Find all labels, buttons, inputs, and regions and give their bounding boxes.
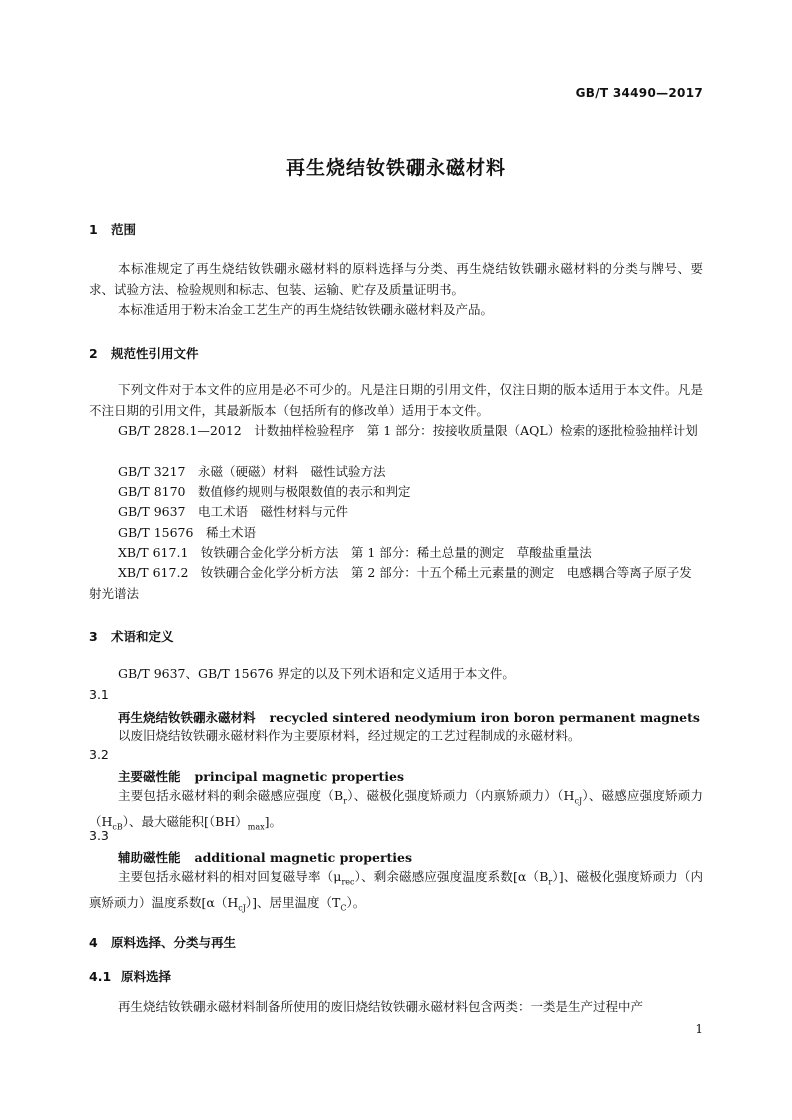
term-definition: 以废旧烧结钕铁硼永磁材料作为主要原材料，经过规定的工艺过程制成的永磁材料。: [118, 728, 581, 743]
section-title: 原料选择: [121, 969, 172, 984]
term-heading: [118, 708, 700, 726]
term-heading: [118, 767, 404, 785]
page-title: 再生烧结钕铁硼永磁材料: [285, 157, 506, 179]
section-1-paragraph-2: 本标准适用于粉末冶金工艺生产的再生烧结钕铁硼永磁材料及产品。: [118, 302, 494, 317]
term-english: principal magnetic properties: [194, 769, 405, 784]
section-2-heading: [89, 344, 199, 362]
section-number: 3: [89, 629, 98, 644]
term-number: 3.2: [89, 747, 109, 762]
reference-item: GB/T 15676 稀土术语: [118, 525, 256, 540]
reference-item: GB/T 2828.1—2012 计数抽样检验程序 第 1 部分：按接收质量限（AQL）检索的逐批检验抽样计划: [118, 423, 698, 438]
reference-item: GB/T 3217 永磁（硬磁）材料 磁性试验方法: [118, 464, 386, 479]
reference-item: XB/T 617.2 钕铁硼合金化学分析方法 第 2 部分：十五个稀土元素量的测定 电感耦合等离子原子发射光谱法: [89, 565, 692, 601]
section-number: 4: [89, 935, 98, 950]
section-title: 范围: [111, 222, 137, 237]
reference-item: GB/T 9637 电工术语 磁性材料与元件: [118, 504, 349, 519]
section-number: 4.1: [89, 969, 112, 984]
section-number: 1: [89, 222, 98, 237]
reference-item: XB/T 617.1 钕铁硼合金化学分析方法 第 1 部分：稀土总量的测定 草酸盐重量法: [118, 545, 592, 560]
term-definition: 主要包括永磁材料的剩余磁感应强度$(B_r)$、磁极化强度矫顽力（内禀矫顽力）$(H_{cJ})$、磁感应强度矫顽力$(H_{cB})$、最大磁能积$[(BH)_{max}]$。: [89, 788, 703, 832]
section-2-paragraph-1: 下列文件对于本文件的应用是必不可少的。凡是注日期的引用文件，仅注日期的版本适用于本文件。凡是不注日期的引用文件，其最新版本（包括所有的修改单）适用于本文件。: [89, 382, 703, 418]
term-english: recycled sintered neodymium iron boron permanent magnets: [269, 710, 700, 725]
term-definition: 主要包括永磁材料的相对回复磁导率$(\mu_{rec})$、剩余磁感应强度温度系数$[\alpha(B_r)]$、磁极化强度矫顽力（内禀矫顽力）温度系数$[\alpha(H_{cJ})]$、居里温度$(T_C)$。: [89, 869, 703, 913]
section-3-paragraph-1: GB/T 9637、GB/T 15676 界定的以及下列术语和定义适用于本文件。: [118, 666, 515, 681]
term-heading: [118, 848, 412, 866]
reference-item: GB/T 8170 数值修约规则与极限数值的表示和判定: [118, 484, 411, 499]
standard-code: GB/T 34490—2017: [575, 86, 703, 100]
term-english: additional magnetic properties: [194, 850, 413, 865]
term-chinese: 再生烧结钕铁硼永磁材料: [118, 710, 256, 725]
subsection-4-1-heading: [89, 967, 171, 985]
section-number: 2: [89, 346, 98, 361]
section-1-paragraph-1: 本标准规定了再生烧结钕铁硼永磁材料的原料选择与分类、再生烧结钕铁硼永磁材料的分类与牌号、要求、试验方法、检验规则和标志、包装、运输、贮存及质量证明书。: [89, 261, 703, 297]
term-chinese: 辅助磁性能: [118, 850, 181, 865]
section-3-heading: [89, 627, 174, 645]
section-title: 术语和定义: [111, 629, 174, 644]
section-title: 规范性引用文件: [111, 346, 199, 361]
section-1-heading: [89, 220, 136, 238]
term-chinese: 主要磁性能: [118, 769, 181, 784]
term-number: 3.3: [89, 828, 109, 843]
section-title: 原料选择、分类与再生: [111, 935, 237, 950]
subsection-4-1-paragraph: 再生烧结钕铁硼永磁材料制备所使用的废旧烧结钕铁硼永磁材料包含两类：一类是生产过程中产: [118, 999, 644, 1014]
section-4-heading: [89, 933, 236, 951]
term-number: 3.1: [89, 687, 109, 702]
page-number: 1: [695, 1022, 703, 1036]
